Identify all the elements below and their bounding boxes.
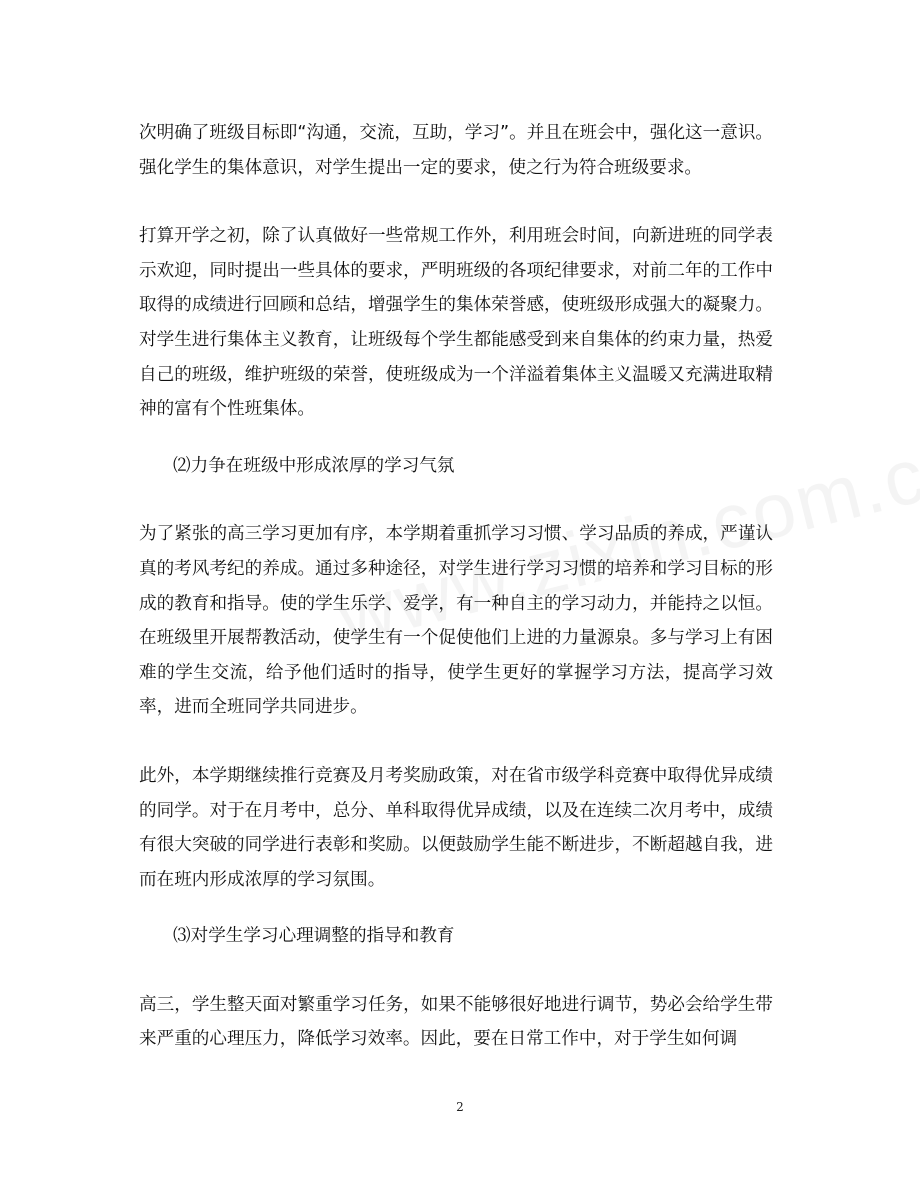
section-heading-psychology-guidance: ⑶对学生学习心理调整的指导和教育 (173, 926, 455, 947)
document-body (139, 116, 773, 1091)
paragraph-semester-start: 打算开学之初，除了认真做好一些常规工作外，利用班会时间，向新进班的同学表示欢迎，同时提出一些具体的要求，严明班级的各项纪律要求，对前二年的工作中取得的成绩进行回顾和总结，增强学生的集体荣誉感，使班级形成强大的凝聚力。对学生进行集体主义教育，让班级每个学生都能感受到来自集体的约束力量，热爱自己的班级，维护班级的荣誉，使班级成为一个洋溢着集体主义温暖又充满进取精神的富有个性班集体。 (139, 226, 773, 420)
paragraph-awards-policy: 此外，本学期继续推行竞赛及月考奖励政策，对在省市级学科竞赛中取得优异成绩的同学。对于在月考中，总分、单科取得优异成绩，以及在连续二次月考中，成绩有很大突破的同学进行表彰和奖励。以便鼓励学生能不断进步，不断超越自我，进而在班内形成浓厚的学习氛围。 (139, 765, 773, 890)
paragraph-study-habits: 为了紧张的高三学习更加有序，本学期着重抓学习习惯、学习品质的养成，严谨认真的考风考纪的养成。通过多种途径，对学生进行学习习惯的培养和学习目标的形成的教育和指导。使的学生乐学、爱学，有一种自主的学习动力，并能持之以恒。在班级里开展帮教活动，使学生有一个促使他们上进的力量源泉。多与学习上有困难的学生交流，给予他们适时的指导，使学生更好的掌握学习方法，提高学习效率，进而全班同学共同进步。 (139, 524, 773, 718)
paragraph-senior-pressure: 高三，学生整天面对繁重学习任务，如果不能够很好地进行调节，势必会给学生带来严重的心理压力，降低学习效率。因此，要在日常工作中，对于学生如何调 (139, 994, 773, 1050)
page-number: 2 (456, 1100, 464, 1114)
paragraph-class-goal: 次明确了班级目标即“沟通，交流，互助，学习”。并且在班会中，强化这一意识。强化学生的集体意识，对学生提出一定的要求，使之行为符合班级要求。 (139, 123, 774, 178)
section-heading-study-atmosphere: ⑵力争在班级中形成浓厚的学习气氛 (173, 455, 455, 476)
